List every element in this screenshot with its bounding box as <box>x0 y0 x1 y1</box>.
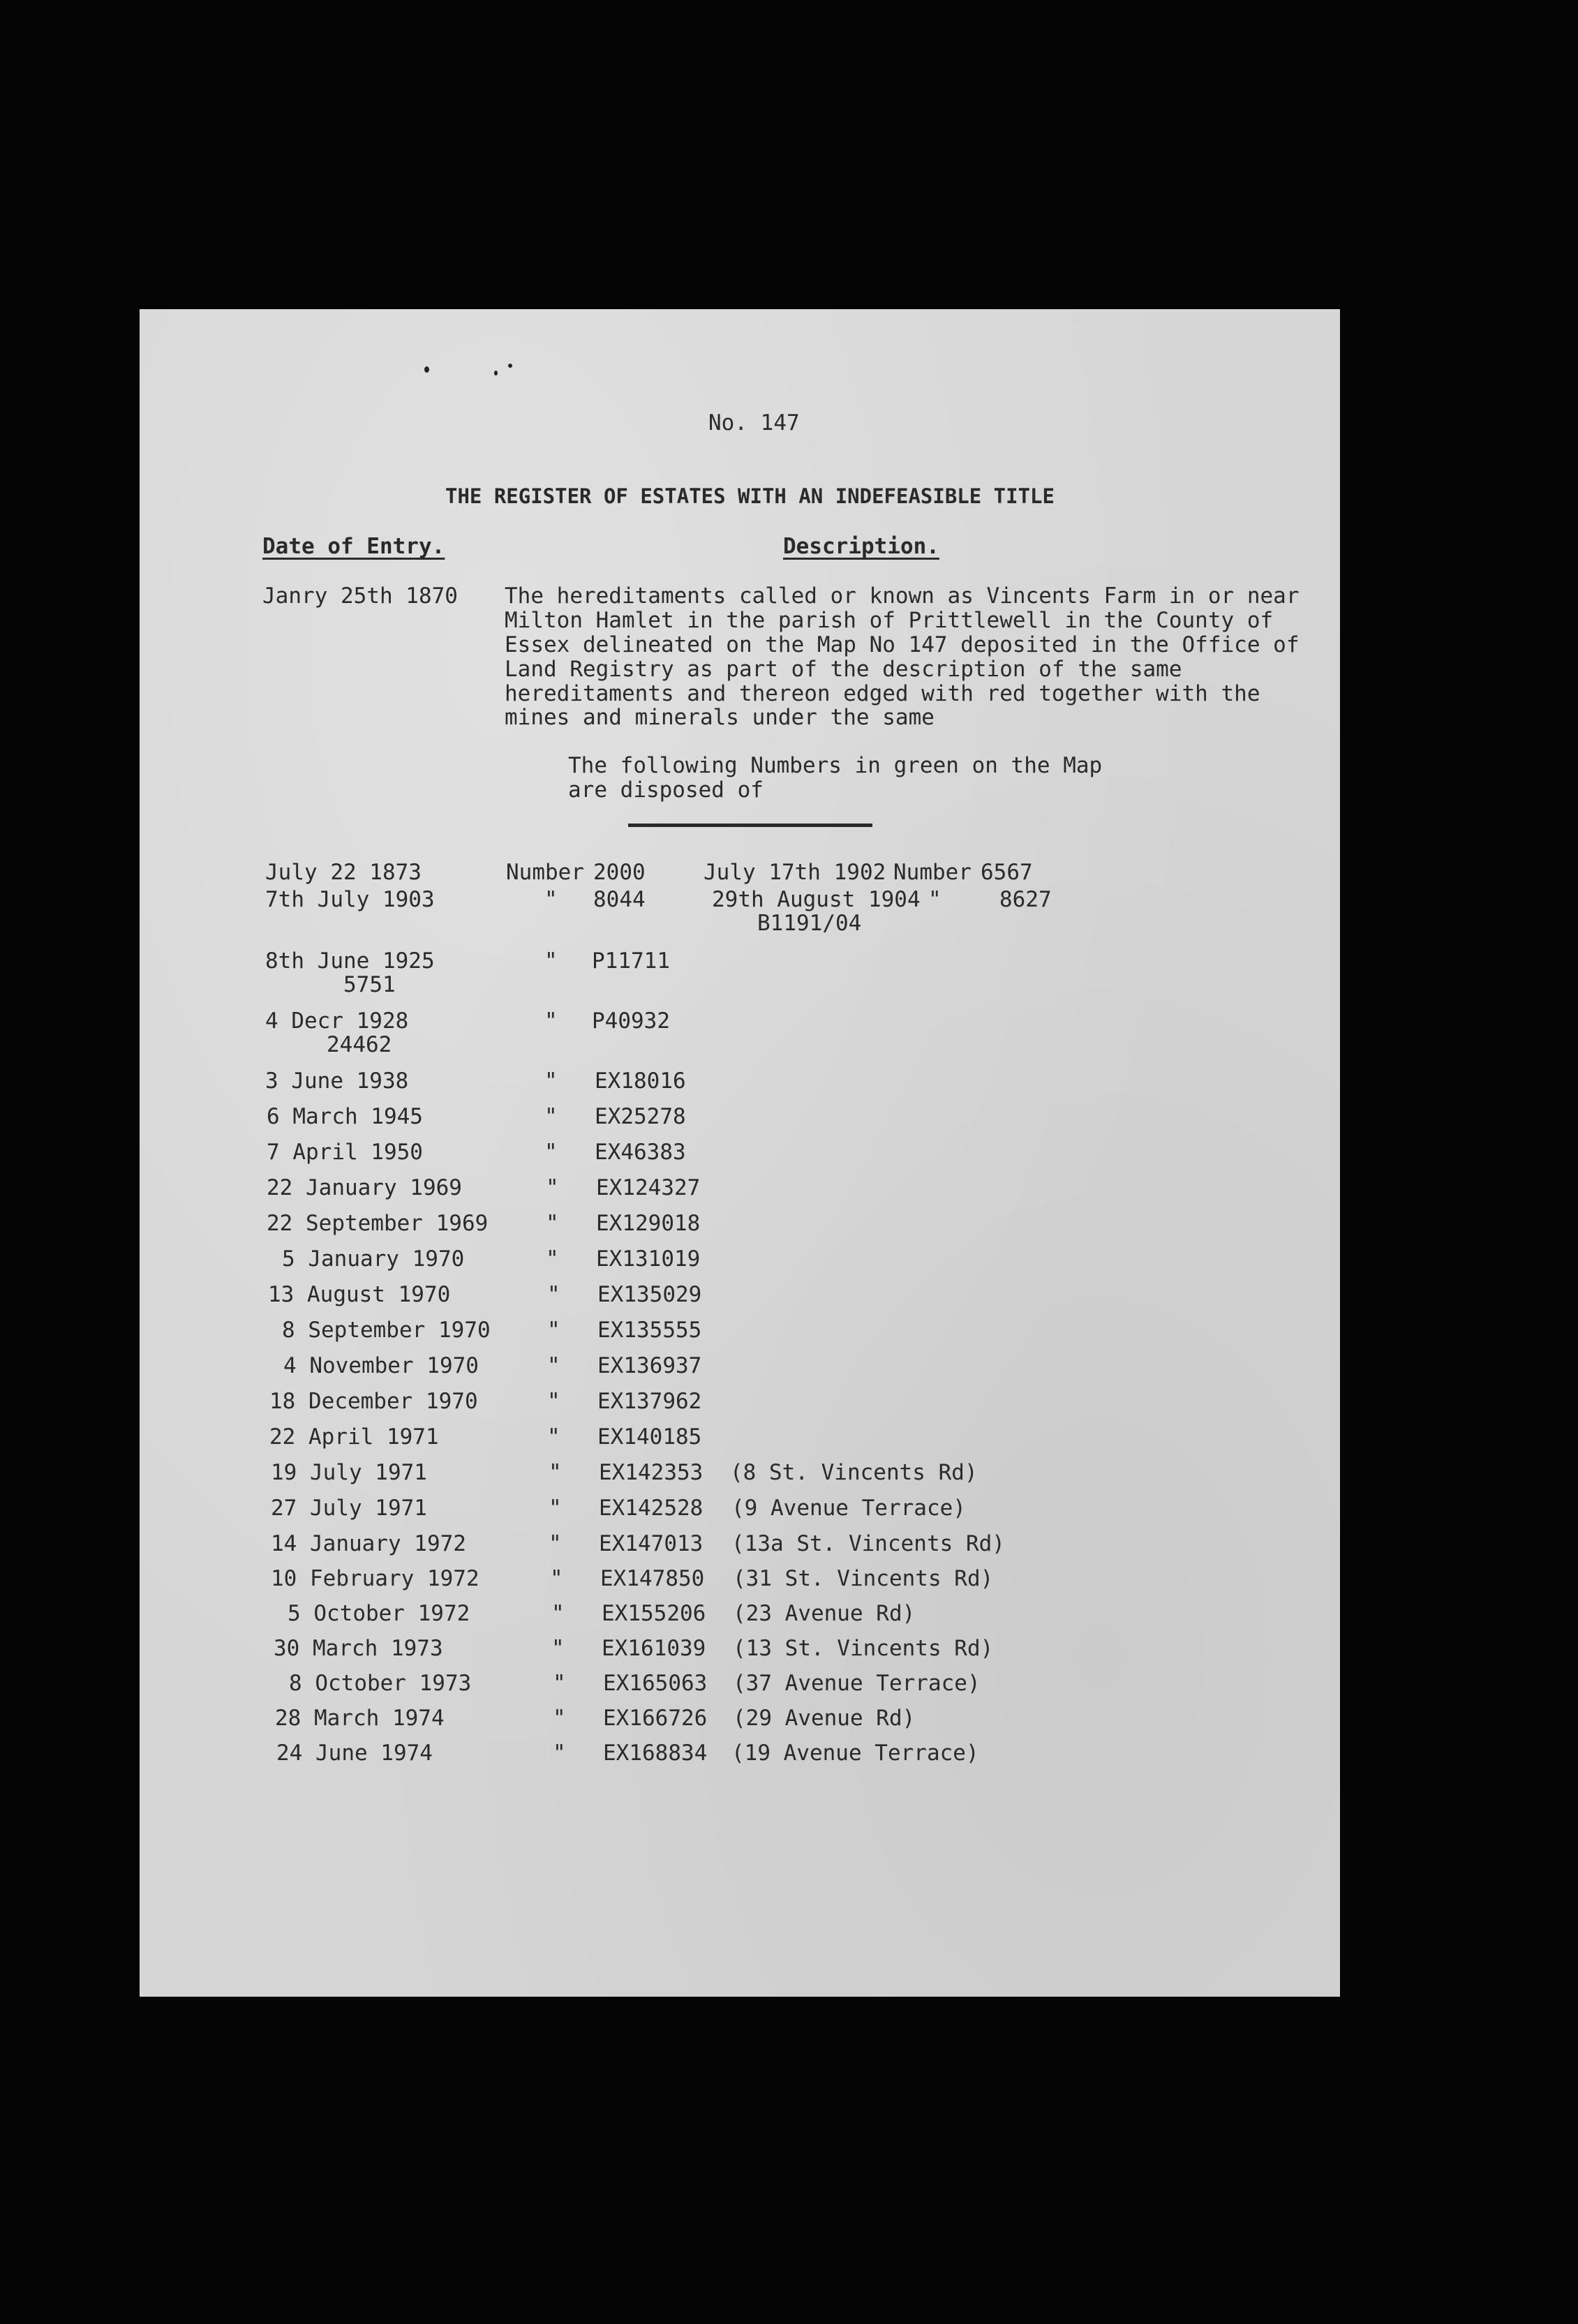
entry-row-address: (13a St. Vincents Rd) <box>731 1531 1005 1556</box>
entry-row-number: EX18016 <box>595 1068 686 1094</box>
entry-row-number: P40932 <box>592 1008 670 1034</box>
entry-row-number: EX25278 <box>595 1104 686 1129</box>
entry-row-mark: " <box>544 1008 558 1034</box>
entry-row-mark: " <box>547 1353 560 1378</box>
entry-row-label-2: Number <box>893 860 972 885</box>
entry-row-number: EX168834 <box>603 1741 708 1766</box>
entry-row-number: 2000 <box>593 860 646 885</box>
entry-row-mark: " <box>547 1424 560 1450</box>
entry-row-date: 5 October 1972 <box>288 1601 470 1626</box>
entry-row-date: 7th July 1903 <box>265 887 435 912</box>
entry-row-mark: " <box>549 1531 562 1556</box>
entry-row-mark: " <box>553 1741 566 1766</box>
entry-row-mark: " <box>544 1068 558 1094</box>
entry-row-number: EX131019 <box>596 1246 701 1272</box>
entry-row-address: (23 Avenue Rd) <box>733 1601 916 1626</box>
entry-row-date: 8th June 1925 <box>265 948 435 974</box>
entry-row-date: 28 March 1974 <box>275 1706 445 1731</box>
entry-row-mark: " <box>553 1706 566 1731</box>
entry-row-date: 7 April 1950 <box>267 1140 423 1165</box>
description-line: Land Registry as part of the description of the same <box>505 657 1182 682</box>
entry-row-number: EX155206 <box>602 1601 706 1626</box>
entry-row-date: 8 October 1973 <box>289 1671 472 1696</box>
entry-row-number: EX142528 <box>599 1496 704 1521</box>
entry-row-number: EX124327 <box>596 1175 701 1200</box>
following-line: The following Numbers in green on the Map <box>568 753 1103 778</box>
entry-row-number: EX165063 <box>603 1671 708 1696</box>
document-number: No. 147 <box>708 410 800 435</box>
entry-date: Janry 25th 1870 <box>262 583 458 609</box>
entry-row-number: EX147013 <box>599 1531 704 1556</box>
entry-row-date: 5 January 1970 <box>282 1246 465 1272</box>
entry-row-mark: " <box>551 1601 565 1626</box>
speck-mark <box>508 364 512 368</box>
entry-row-number: EX136937 <box>597 1353 702 1378</box>
entry-row-number-2: 6567 <box>981 860 1033 885</box>
entry-row-mark: " <box>544 1104 558 1129</box>
register-title: THE REGISTER OF ESTATES WITH AN INDEFEASIBLE TITLE <box>445 484 1055 508</box>
entry-row-number: EX137962 <box>597 1389 702 1414</box>
entry-row-mark: " <box>549 1496 562 1521</box>
register-page <box>140 309 1340 1997</box>
entry-row-number: EX135029 <box>597 1282 702 1307</box>
entry-row-mark: " <box>553 1671 566 1696</box>
entry-row-date: 8 September 1970 <box>282 1318 491 1343</box>
entry-row-mark: " <box>549 1460 562 1485</box>
entry-row-date: 4 November 1970 <box>283 1353 479 1378</box>
entry-row-mark: " <box>550 1566 563 1591</box>
description-line: hereditaments and thereon edged with red together with the <box>505 681 1260 706</box>
description-line: The hereditaments called or known as Vincents Farm in or near <box>505 583 1300 609</box>
entry-row-label: Number <box>506 860 584 885</box>
entry-row-mark: " <box>547 1282 560 1307</box>
entry-row-mark: " <box>547 1389 560 1414</box>
date-of-entry-header: Date of Entry. <box>262 534 445 559</box>
entry-row-mark: " <box>547 1318 560 1343</box>
entry-row-number: EX129018 <box>596 1211 701 1236</box>
following-line: are disposed of <box>568 777 764 803</box>
entry-row-date-2: July 17th 1902 <box>704 860 886 885</box>
entry-row-date: 22 January 1969 <box>267 1175 462 1200</box>
entry-row-address: (9 Avenue Terrace) <box>731 1496 966 1521</box>
entry-row-date: 30 March 1973 <box>274 1636 443 1661</box>
entry-row-sub: 5751 <box>343 972 396 997</box>
entry-row-mark: " <box>544 948 558 974</box>
entry-row-number: EX142353 <box>599 1460 704 1485</box>
entry-row-date: 10 February 1972 <box>271 1566 479 1591</box>
entry-row-sub: 24462 <box>327 1032 392 1057</box>
entry-row-date: 22 September 1969 <box>267 1211 489 1236</box>
entry-row-address: (19 Avenue Terrace) <box>731 1741 979 1766</box>
description-header: Description. <box>783 534 939 559</box>
entry-row-date: 22 April 1971 <box>269 1424 439 1450</box>
entry-row-date: July 22 1873 <box>265 860 422 885</box>
entry-row-date: 4 Decr 1928 <box>265 1008 409 1034</box>
entry-row-date-2: 29th August 1904 <box>712 887 921 912</box>
entry-row-address: (29 Avenue Rd) <box>733 1706 916 1731</box>
description-line: Milton Hamlet in the parish of Prittlewell in the County of <box>505 608 1274 633</box>
entry-row-number: EX135555 <box>597 1318 702 1343</box>
entry-row-address: (8 St. Vincents Rd) <box>730 1460 978 1485</box>
entry-row-date: 24 June 1974 <box>276 1741 433 1766</box>
entry-row-mark: " <box>544 1140 558 1165</box>
entry-row-date: 18 December 1970 <box>269 1389 478 1414</box>
entry-row-mark: " <box>551 1636 565 1661</box>
entry-row-mark: " <box>546 1175 559 1200</box>
entry-row-number: EX46383 <box>595 1140 686 1165</box>
entry-row-date: 14 January 1972 <box>271 1531 466 1556</box>
entry-row-number: 8044 <box>593 887 646 912</box>
description-line: Essex delineated on the Map No 147 deposited in the Office of <box>505 632 1300 657</box>
entry-row-mark: " <box>546 1246 559 1272</box>
entry-row-number: EX140185 <box>597 1424 702 1450</box>
divider-rule <box>628 824 872 827</box>
entry-row-mark-2: " <box>928 887 941 912</box>
entry-row-number: EX166726 <box>603 1706 708 1731</box>
description-line: mines and minerals under the same <box>505 705 935 730</box>
entry-row-sub-2: B1191/04 <box>757 911 862 936</box>
speck-mark <box>494 371 498 375</box>
entry-row-address: (37 Avenue Terrace) <box>733 1671 981 1696</box>
entry-row-date: 6 March 1945 <box>267 1104 423 1129</box>
entry-row-date: 13 August 1970 <box>268 1282 451 1307</box>
entry-row-address: (13 St. Vincents Rd) <box>733 1636 994 1661</box>
entry-row-mark: " <box>546 1211 559 1236</box>
entry-row-date: 27 July 1971 <box>271 1496 427 1521</box>
entry-row-date: 3 June 1938 <box>265 1068 409 1094</box>
speck-mark <box>424 366 429 373</box>
entry-row-mark: " <box>544 887 558 912</box>
entry-row-number-2: 8627 <box>999 887 1052 912</box>
entry-row-address: (31 St. Vincents Rd) <box>733 1566 994 1591</box>
entry-row-date: 19 July 1971 <box>271 1460 427 1485</box>
entry-row-number: P11711 <box>592 948 670 974</box>
entry-row-number: EX161039 <box>602 1636 706 1661</box>
entry-row-number: EX147850 <box>600 1566 705 1591</box>
